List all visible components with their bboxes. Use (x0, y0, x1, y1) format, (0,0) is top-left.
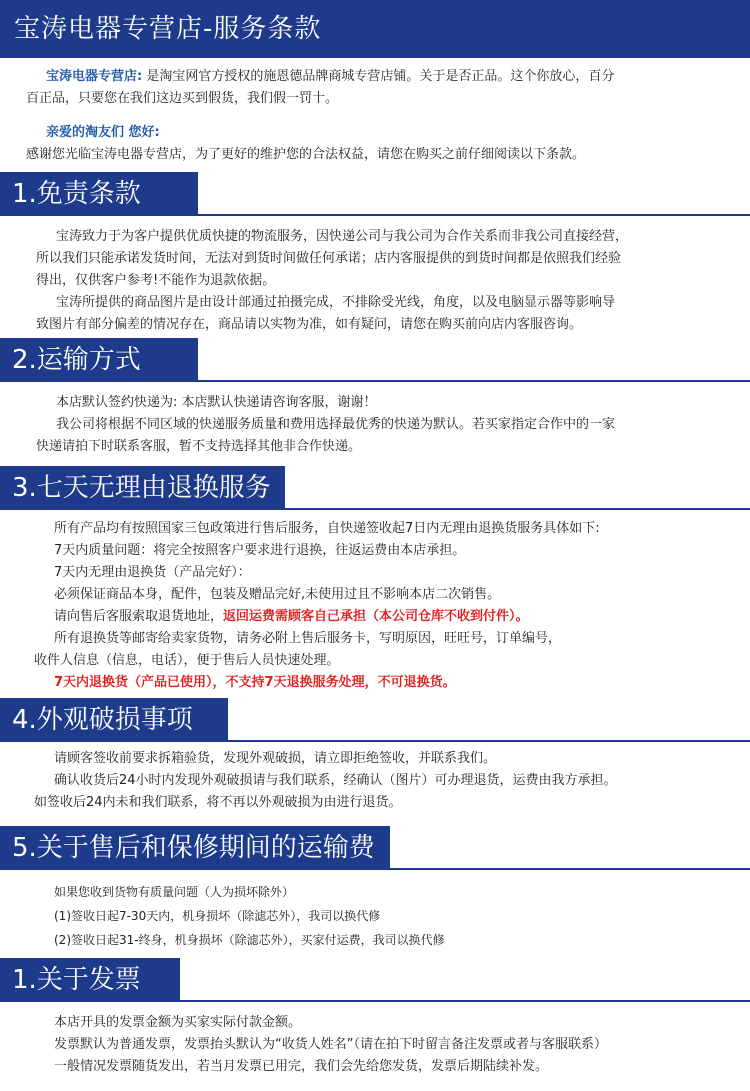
shop-name: 宝涛电器专营店: (46, 69, 143, 84)
text-line: 一般情况发票随货发出，若当月发票已用完，我们会先给您发货，发票后期陆续补发。 (54, 1059, 549, 1074)
section-body-damage (34, 748, 734, 814)
text-line: 收件人信息（信息，电话），便于售后人员快速处理。 (34, 653, 340, 668)
greeting: 亲爱的淘友们 您好: (46, 125, 160, 140)
warning-line: 7天内退换货（产品已使用），不支持7天退换服务处理，不可退换货。 (54, 675, 456, 690)
text-line: 7天内质量问题：将完全按照客户要求进行退换，往返运费由本店承担。 (54, 543, 466, 558)
text-line: 快递请拍下时联系客服，暂不支持选择其他非合作快递。 (36, 439, 362, 454)
text-line: 确认收货后24小时内发现外观破损请与我们联系，经确认（图片）可办理退货，运费由我方承担。 (54, 773, 617, 788)
text-line: 请向售后客服索取退货地址， (54, 609, 224, 624)
section-title: 5.关于售后和保修期间的运输费 (0, 826, 390, 870)
section-title: 1.免责条款 (0, 172, 198, 216)
text-line: 宝涛所提供的商品图片是由设计部通过拍摄完成，不排除受光线，角度，以及电脑显示器等影响导 (56, 295, 616, 310)
section-body-disclaimer (36, 226, 736, 336)
section-title: 2.运输方式 (0, 338, 198, 382)
text-line: 得出，仅供客户参考!不能作为退款依据。 (36, 273, 276, 288)
text-line: (2)签收日起31-终身，机身损坏（除滤芯外），买家付运费，我司以换代修 (54, 933, 445, 947)
section-divider (0, 740, 750, 742)
section-divider (0, 868, 750, 870)
text-line: 如签收后24内未和我们联系，将不再以外观破损为由进行退货。 (34, 795, 402, 810)
section-body-invoice (34, 1012, 744, 1078)
page-title: 宝涛电器专营店-服务条款 (0, 0, 750, 58)
section-divider (0, 1000, 750, 1002)
section-divider (0, 508, 750, 510)
intro-block (26, 66, 736, 166)
text-line: 如果您收到货物有质量问题（人为损坏除外） (54, 885, 295, 899)
section-body-returns (34, 518, 734, 694)
greeting-line: 感谢您光临宝涛电器专营店，为了更好的维护您的合法权益，请您在购买之前仔细阅读以下条款。 (26, 147, 586, 162)
text-line: (1)签收日起7-30天内，机身损坏（除滤芯外），我司以换代修 (54, 909, 381, 923)
intro-shop-line1 (26, 66, 736, 88)
text-line: 致图片有部分偏差的情况存在，商品请以实物为准，如有疑问，请您在购买前向店内客服咨询。 (36, 317, 583, 332)
text-line: 必须保证商品本身，配件，包装及赠品完好,未使用过且不影响本店二次销售。 (54, 587, 501, 602)
text-line: 本店开具的发票金额为买家实际付款金额。 (54, 1015, 302, 1030)
section-title: 3.七天无理由退换服务 (0, 466, 285, 510)
section-body-shipping (36, 392, 736, 458)
shop-desc: 是淘宝网官方授权的施恩德品牌商城专营店铺。关于是否正品。这个你放心，百分 (142, 69, 615, 84)
text-line: 请顾客签收前要求拆箱验货，发现外观破损，请立即拒绝签收，并联系我们。 (54, 751, 497, 766)
text-line: 发票默认为普通发票，发票抬头默认为“收货人姓名”（请在拍下时留言备注发票或者与客服联系） (54, 1037, 607, 1052)
text-line-with-warning (34, 606, 734, 628)
section-divider (0, 214, 750, 216)
section-title: 4.外观破损事项 (0, 698, 228, 742)
text-line: 7天内无理由退换货（产品完好）： (54, 565, 251, 580)
text-line: 所有退换货等邮寄给卖家货物，请务必附上售后服务卡，写明原因，旺旺号，订单编号， (54, 631, 562, 646)
section-title: 1.关于发票 (0, 958, 180, 1002)
section-divider (0, 380, 750, 382)
text-line: 所有产品均有按照国家三包政策进行售后服务，自快递签收起7日内无理由退换货服务具体如下: (54, 521, 600, 536)
text-line: 所以我们只能承诺发货时间，无法对到货时间做任何承诺；店内客服提供的到货时间都是依照我们经验 (36, 251, 622, 266)
text-line: 本店默认签约快递为: 本店默认快递请咨询客服，谢谢！ (56, 395, 377, 410)
warning-text: 返回运费需顾客自己承担（本公司仓库不收到付件）。 (223, 609, 529, 624)
intro-shop-line2: 百正品，只要您在我们这边买到假货，我们假一罚十。 (26, 91, 339, 106)
text-line: 我公司将根据不同区域的快递服务质量和费用选择最优秀的快递为默认。若买家指定合作中的一家 (56, 417, 616, 432)
section-body-warranty-shipping (34, 880, 734, 952)
text-line: 宝涛致力于为客户提供优质快捷的物流服务，因快递公司与我公司为合作关系而非我公司直接经营， (56, 229, 629, 244)
